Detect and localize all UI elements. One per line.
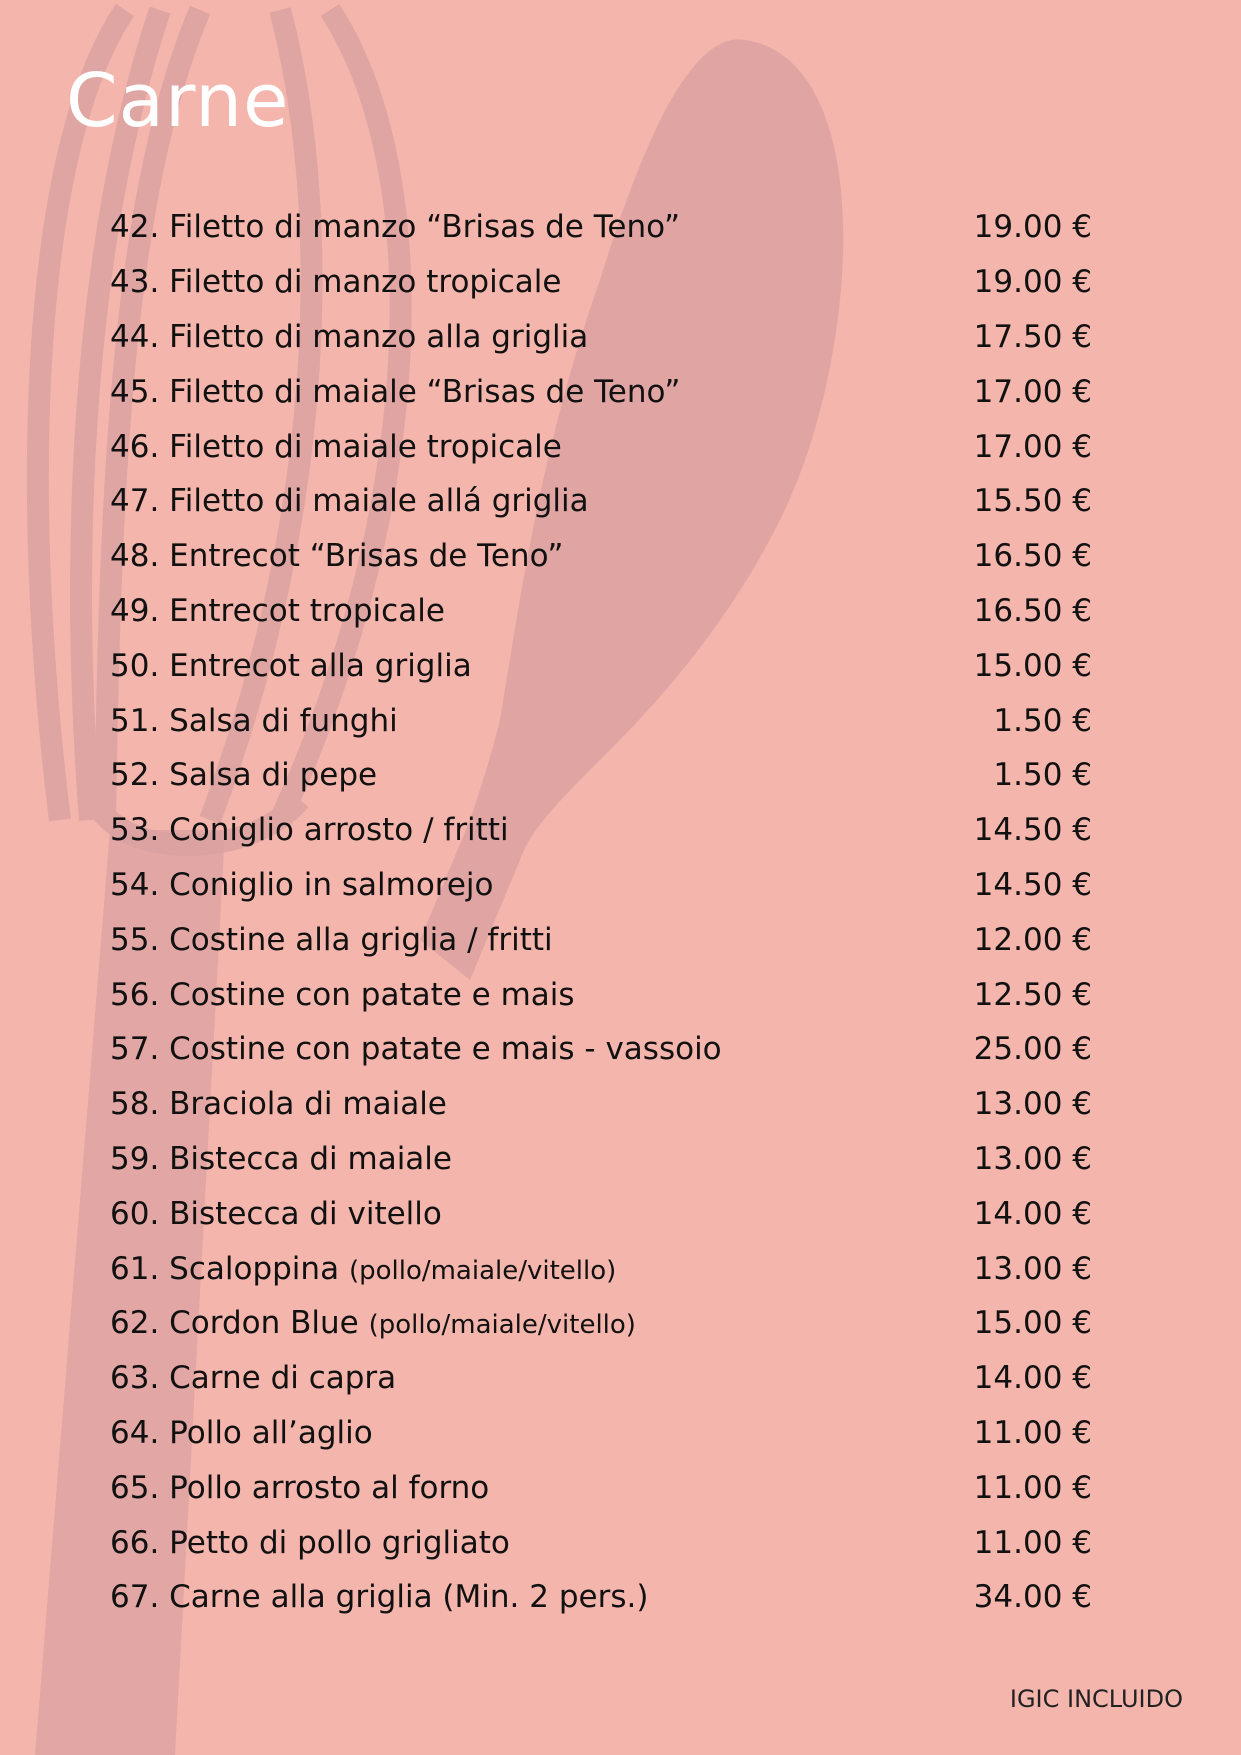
- menu-item-name: [110, 977, 575, 1013]
- menu-item-price: 12.00 €: [973, 921, 1092, 958]
- menu-item-name: [110, 319, 588, 355]
- menu-item-price: 11.00 €: [973, 1524, 1092, 1561]
- menu-item-title: 46. Filetto di maiale tropicale: [110, 428, 562, 465]
- menu-item-price: 14.00 €: [973, 1360, 1092, 1397]
- menu-item-name: [110, 1579, 648, 1615]
- menu-item-title: 65. Pollo arrosto al forno: [110, 1469, 490, 1506]
- menu-item: [110, 638, 1092, 693]
- menu-item-name: [110, 429, 562, 465]
- menu-item-title: 44. Filetto di manzo alla griglia: [110, 318, 589, 355]
- menu-item-price: 14.50 €: [973, 812, 1092, 849]
- menu-item: [110, 474, 1092, 529]
- menu-item: [110, 912, 1092, 967]
- menu-item-price: 14.00 €: [973, 1195, 1092, 1232]
- menu-item-title: 51. Salsa di funghi: [110, 702, 398, 739]
- menu-item-name: [110, 209, 680, 245]
- menu-item: [110, 1241, 1092, 1296]
- menu-item-title: 66. Petto di pollo grigliato: [110, 1524, 510, 1561]
- menu-item-price: 13.00 €: [973, 1086, 1092, 1123]
- menu-item: [110, 967, 1092, 1022]
- menu-item: [110, 1406, 1092, 1461]
- menu-item: [110, 1022, 1092, 1077]
- menu-item-title: 48. Entrecot “Brisas de Teno”: [110, 538, 564, 575]
- menu-item-name: [110, 1470, 489, 1506]
- menu-item: [110, 419, 1092, 474]
- menu-item-title: 61. Scaloppina: [110, 1250, 340, 1287]
- menu-item: [110, 1077, 1092, 1132]
- menu-item: [110, 310, 1092, 365]
- menu-item-price: 19.00 €: [973, 264, 1092, 301]
- menu-item-price: 11.00 €: [973, 1414, 1092, 1451]
- menu-item: [110, 858, 1092, 913]
- menu-item-title: 45. Filetto di maiale “Brisas de Teno”: [110, 373, 681, 410]
- menu-item: [110, 1515, 1092, 1570]
- menu-item-name: [110, 1360, 396, 1396]
- menu-item-name: [110, 867, 494, 903]
- menu-item-name: [110, 593, 445, 629]
- menu-item-price: 17.00 €: [973, 428, 1092, 465]
- menu-item-title: 52. Salsa di pepe: [110, 757, 378, 794]
- menu-item-price: 19.00 €: [973, 209, 1092, 246]
- menu-item-title: 63. Carne di capra: [110, 1360, 397, 1397]
- menu-item-title: 64. Pollo all’aglio: [110, 1414, 373, 1451]
- menu-item-name: [110, 1196, 442, 1232]
- menu-item-note: (pollo/maiale/vitello): [348, 1255, 617, 1286]
- menu-item-title: 62. Cordon Blue: [110, 1305, 359, 1342]
- menu-item-title: 67. Carne alla griglia (Min. 2 pers.): [110, 1579, 649, 1616]
- menu-item-price: 13.00 €: [973, 1250, 1092, 1287]
- menu-item-name: [110, 1031, 722, 1067]
- menu-item-price: 17.00 €: [973, 373, 1092, 410]
- menu-item: [110, 803, 1092, 858]
- menu-item-name: [110, 648, 472, 684]
- menu-item-title: 50. Entrecot alla griglia: [110, 647, 472, 684]
- menu-item-name: [110, 812, 509, 848]
- menu-item-price: 25.00 €: [973, 1031, 1092, 1068]
- menu-item-name: [110, 757, 377, 793]
- menu-item-name: [110, 264, 561, 300]
- menu-item-price: 15.00 €: [973, 647, 1092, 684]
- tax-note: IGIC INCLUIDO: [1009, 1685, 1183, 1713]
- menu-item-name: [110, 1305, 636, 1341]
- menu-item-price: 15.00 €: [973, 1305, 1092, 1342]
- menu-item-name: [110, 1141, 452, 1177]
- menu-item-note: (pollo/maiale/vitello): [368, 1310, 636, 1341]
- menu-item: [110, 748, 1092, 803]
- menu-item-title: 56. Costine con patate e mais: [110, 976, 575, 1013]
- menu-item-name: [110, 922, 553, 958]
- menu-item-name: [110, 1086, 447, 1122]
- menu-item-name: [110, 703, 398, 739]
- menu-item: [110, 1460, 1092, 1515]
- menu-item-price: 1.50 €: [993, 757, 1092, 794]
- menu-item-price: 13.00 €: [973, 1140, 1092, 1177]
- menu-item-price: 11.00 €: [973, 1469, 1092, 1506]
- menu-item-name: [110, 483, 589, 519]
- menu-item-title: 58. Braciola di maiale: [110, 1086, 447, 1123]
- menu-item-title: 49. Entrecot tropicale: [110, 592, 445, 629]
- menu-item: [110, 1132, 1092, 1187]
- menu-item-title: 47. Filetto di maiale allá griglia: [110, 483, 589, 520]
- menu-item: [110, 364, 1092, 419]
- menu-item-title: 59. Bistecca di maiale: [110, 1140, 452, 1177]
- menu-item-price: 34.00 €: [973, 1579, 1092, 1616]
- menu-item-title: 42. Filetto di manzo “Brisas de Teno”: [110, 209, 681, 246]
- menu-item-price: 1.50 €: [993, 702, 1092, 739]
- menu-item-name: [110, 1525, 510, 1561]
- page-title: Carne: [66, 58, 290, 144]
- menu-item-name: [110, 1415, 373, 1451]
- menu-item-price: 14.50 €: [973, 866, 1092, 903]
- menu-item-price: 16.50 €: [973, 538, 1092, 575]
- menu-item-title: 60. Bistecca di vitello: [110, 1195, 442, 1232]
- menu-list: [110, 200, 1092, 1625]
- menu-item-title: 55. Costine alla griglia / fritti: [110, 921, 553, 958]
- menu-item: [110, 200, 1092, 255]
- menu-item: [110, 1570, 1092, 1625]
- menu-item-price: 16.50 €: [973, 592, 1092, 629]
- menu-item: [110, 1186, 1092, 1241]
- menu-item-price: 12.50 €: [973, 976, 1092, 1013]
- menu-item-price: 15.50 €: [973, 483, 1092, 520]
- menu-item-title: 54. Coniglio in salmorejo: [110, 866, 494, 903]
- menu-item: [110, 529, 1092, 584]
- menu-item: [110, 584, 1092, 639]
- menu-item-price: 17.50 €: [973, 318, 1092, 355]
- menu-item-title: 43. Filetto di manzo tropicale: [110, 264, 562, 301]
- menu-item-name: [110, 538, 564, 574]
- menu-item-name: [110, 1251, 616, 1287]
- menu-item: [110, 255, 1092, 310]
- menu-item: [110, 1296, 1092, 1351]
- menu-item-title: 53. Coniglio arrosto / fritti: [110, 812, 509, 849]
- menu-item-title: 57. Costine con patate e mais - vassoio: [110, 1031, 722, 1068]
- menu-item: [110, 1351, 1092, 1406]
- menu-item: [110, 693, 1092, 748]
- menu-item-name: [110, 374, 680, 410]
